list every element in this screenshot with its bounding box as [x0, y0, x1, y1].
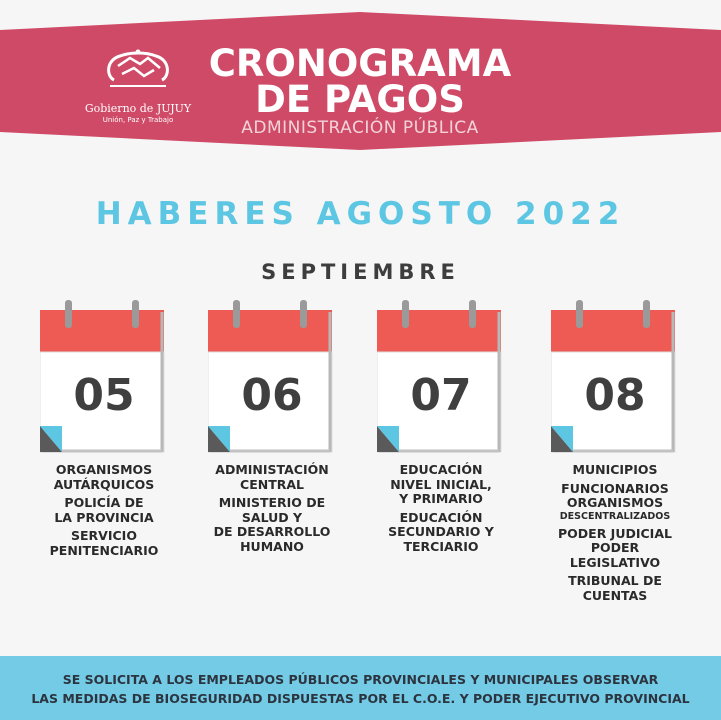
description-line: PODER — [590, 540, 640, 555]
day-number: 07 — [410, 370, 472, 421]
month-label: SEPTIEMBRE — [261, 260, 460, 284]
description-line: SALUD Y — [241, 509, 303, 525]
description-line: AUTÁRQUICOS — [53, 476, 155, 492]
description-line: LEGISLATIVO — [569, 554, 661, 570]
description-line: MUNICIPIOS — [572, 462, 658, 477]
calendar-icon — [551, 300, 679, 455]
day-number: 08 — [584, 370, 646, 421]
calendar-icon — [40, 300, 168, 455]
calendar-icon — [208, 300, 336, 455]
day-description — [355, 463, 527, 554]
description-line: ORGANISMOS — [55, 462, 153, 477]
page-subtitle: ADMINISTRACIÓN PÚBLICA — [241, 118, 479, 138]
logo-name: Gobierno de JUJUY — [84, 102, 192, 115]
description-line: SERVICIO — [71, 528, 137, 543]
headline: HABERES AGOSTO 2022 — [95, 196, 626, 232]
calendar-icon — [377, 300, 505, 455]
description-line: DESCENTRALIZADOS — [559, 510, 671, 522]
logo-motto: Unión, Paz y Trabajo — [102, 116, 174, 124]
description-line: HUMANO — [240, 538, 304, 554]
government-logo — [78, 40, 198, 130]
description-line: EDUCACIÓN — [399, 509, 483, 525]
day-description — [186, 463, 358, 554]
footer-notice-line2: LAS MEDIDAS DE BIOSEGURIDAD DISPUESTAS POR EL C.O.E. Y PODER EJECUTIVO PROVINCIAL — [31, 691, 690, 706]
description-line: CUENTAS — [582, 587, 648, 603]
description-line: Y PRIMARIO — [399, 491, 483, 506]
day-description — [529, 463, 701, 603]
description-line: FUNCIONARIOS — [561, 480, 669, 496]
description-line: PODER JUDICIAL — [558, 525, 672, 541]
description-line: SECUNDARIO Y — [388, 524, 494, 539]
description-line: TERCIARIO — [403, 538, 479, 554]
description-line: TRIBUNAL DE — [568, 573, 662, 588]
description-line: ADMINISTACIÓN — [215, 462, 329, 477]
description-line: CENTRAL — [240, 476, 304, 492]
footer-notice-line1: SE SOLICITA A LOS EMPLEADOS PÚBLICOS PROVINCIALES Y MUNICIPALES OBSERVAR — [62, 672, 659, 687]
day-number: 05 — [73, 370, 135, 421]
page-title-line2: DE PAGOS — [255, 78, 465, 121]
description-line: MINISTERIO DE — [218, 495, 326, 510]
day-number: 06 — [241, 370, 303, 421]
page-title-line1: CRONOGRAMA — [208, 42, 512, 85]
description-line: DE DESARROLLO — [213, 524, 331, 539]
description-line: ORGANISMOS — [566, 495, 664, 510]
description-line: POLICÍA DE — [64, 495, 144, 510]
day-description — [18, 463, 190, 558]
description-line: NIVEL INICIAL, — [390, 476, 492, 492]
description-line: EDUCACIÓN — [399, 462, 483, 477]
description-line: LA PROVINCIA — [54, 509, 154, 525]
footer-banner — [0, 656, 721, 720]
handshake-emblem-icon — [100, 48, 176, 94]
description-line: PENITENCIARIO — [49, 542, 159, 558]
